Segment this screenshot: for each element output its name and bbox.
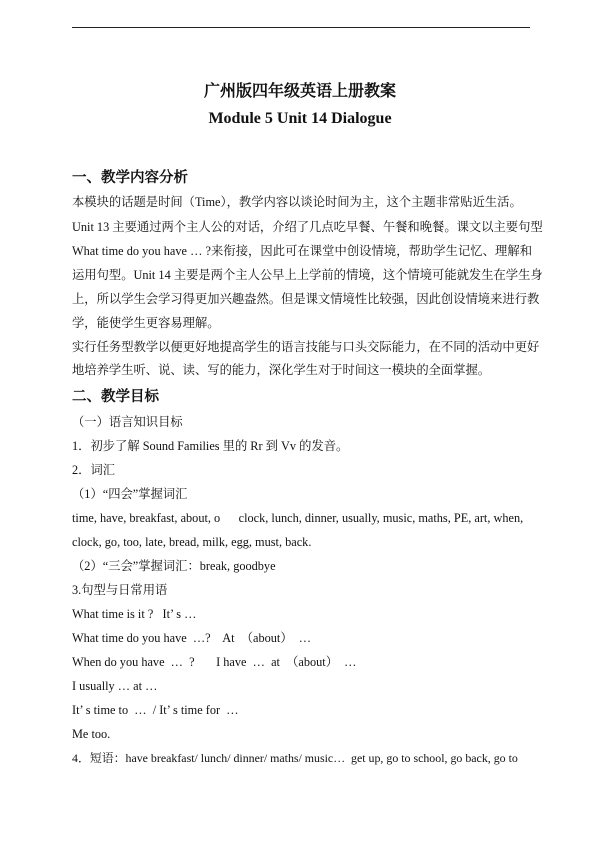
section1-line: 学，能使学生更容易理解。 — [72, 316, 220, 330]
section2-line: What time do you have …? At （about） … — [72, 631, 312, 645]
section1-line: 运用句型。Unit 14 主要是两个主人公早上上学前的情境，这个情境可能就发生在学生身 — [72, 268, 543, 282]
section2-line: （2）“三会”掌握词汇：break, goodbye — [72, 559, 276, 573]
section2-line: time, have, breakfast, about, o clock, lunch, dinner, usually, music, maths, PE, art, when, — [72, 511, 524, 525]
section2-line: It’ s time to … / It’ s time for … — [72, 703, 239, 717]
section1-line: Unit 13 主要通过两个主人公的对话，介绍了几点吃早餐、午餐和晚餐。课文以主要句型 — [72, 220, 543, 234]
section2-line: 2．词汇 — [72, 463, 116, 477]
doc-title-english: Module 5 Unit 14 Dialogue — [208, 110, 392, 127]
section2-line: （一）语言知识目标 — [72, 415, 183, 429]
section2-line: I usually … at … — [72, 679, 158, 693]
section1-line: 实行任务型教学以便更好地提高学生的语言技能与口头交际能力，在不同的活动中更好 — [72, 340, 540, 354]
section1-line: 本模块的话题是时间（Time），教学内容以谈论时间为主，这个主题非常贴近生活。 — [72, 195, 522, 209]
section2-line: （1）“四会”掌握词汇 — [72, 487, 188, 501]
section1-line: 地培养学生听、说、读、写的能力，深化学生对于时间这一模块的全面掌握。 — [72, 363, 491, 377]
doc-title-chinese: 广州版四年级英语上册教案 — [203, 81, 396, 100]
section1-line: What time do you have … ?来衔接，因此可在课堂中创设情境，帮助学生记忆、理解和 — [72, 244, 532, 258]
section2-line: 4．短语：have breakfast/ lunch/ dinner/ maths/ music… get up, go to school, go back, go to — [72, 751, 518, 765]
section2-line: When do you have … ? I have … at （about） … — [72, 655, 357, 669]
section2-line: What time is it ? It’ s … — [72, 607, 197, 621]
header-rule — [72, 27, 530, 28]
section2-line: 3.句型与日常用语 — [72, 583, 168, 597]
section1-heading: 一、教学内容分析 — [72, 170, 188, 186]
section2-heading: 二、教学目标 — [72, 389, 159, 405]
section1-line: 上，所以学生会学习得更加兴趣盎然。但是课文情境性比较强，因此创设情境来进行教 — [72, 292, 540, 306]
section2-line: Me too. — [72, 727, 111, 741]
section2-line: 1．初步了解 Sound Families 里的 Rr 到 Vv 的发音。 — [72, 439, 349, 453]
section2-line: clock, go, too, late, bread, milk, egg, must, back. — [72, 535, 312, 549]
